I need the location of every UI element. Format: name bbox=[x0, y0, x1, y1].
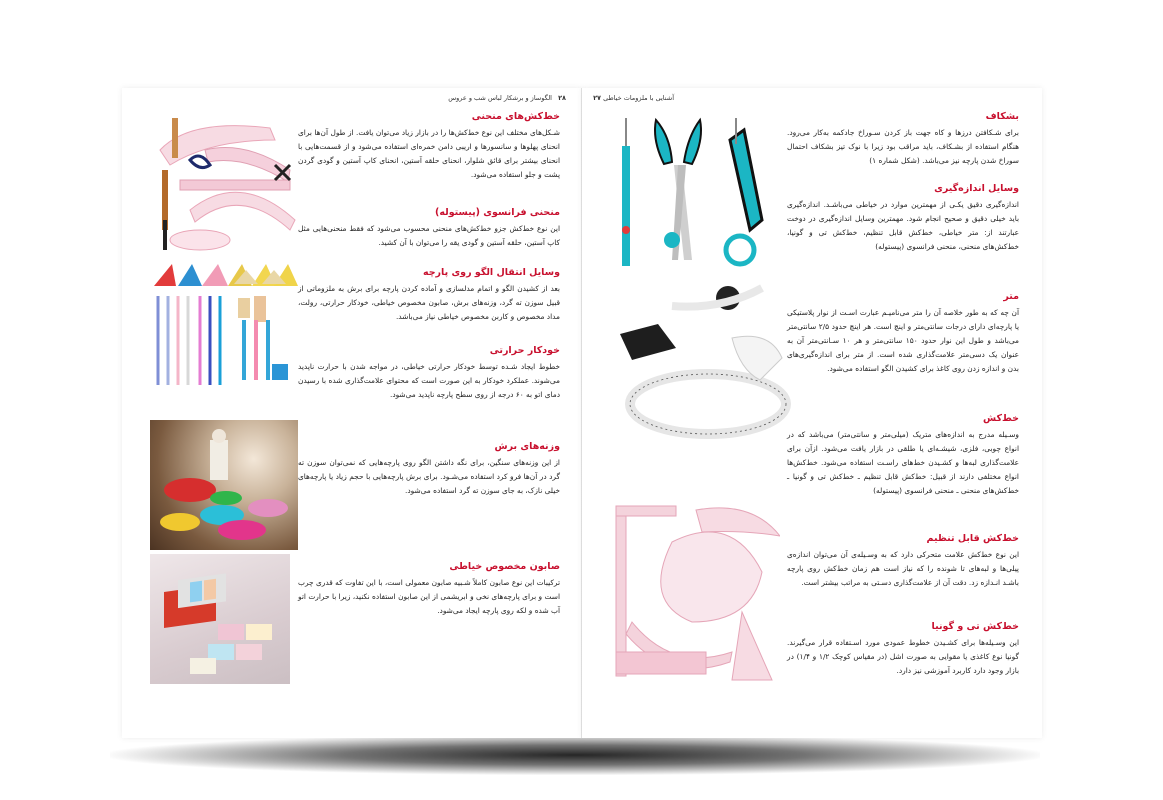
section-body: وسـیله مدرج به اندازه‌های متریک (میلی‌متر و سانتی‌متر) می‌باشد که در انواع چوبی، فلزی، شیشـه‌ای یا طلقی در بازار یافت می‌شود. ازآن برای علامت‌گذاری لبه‌ها و کشـیدن خط‌های راسـت استفاده می‌شود. خط‌کش‌ها انواع مختلفی دارند از قبیل: خط‌کش قابل تنظیم ـ خط‌کش تی و گونیا ـ خط‌کش‌های منحنی ـ منحنی فرانسوی (پیستوله) bbox=[787, 430, 1019, 495]
section-body: آن چه که به طور خلاصه آن را متر می‌نامیـم عبارت اسـت از نوار پلاستیکی یا پارچه‌ای دارای درجات سانتی‌متر و اینچ است. هر اینچ حدود ۲/۵ سانتی‌متر می‌باشد و طول این نوار حدود ۱۵۰ سانتی‌متر و هر ۱۰ سـانتی‌متر آن به عنوان یک دسی‌متر علامت‌گذاری شده است. از متر برای اندازه‌گیری‌های بدن و اندازه زدن روی کاغذ برای کشیدن الگو استفاده می‌شود. bbox=[787, 308, 1020, 373]
section-ruler bbox=[787, 412, 1019, 498]
section-body: اندازه‌گیری دقیق یکـی از مهمترین موارد در خیاطی می‌باشـد. اندازه‌گیری باید خیلی دقیق و صحیح انجام شود. مهمترین وسایل اندازه‌گیری در دوخت عبارتند از: متر خیاطی، خط‌کش قابل تنظیم، خط‌کش تی و گونیا، خط‌کش‌های منحنی، منحنی فرانسوی (پیستوله) bbox=[787, 200, 1019, 251]
book-shadow bbox=[110, 735, 1040, 775]
section-title: منحنی فرانسوی (پیستوله) bbox=[435, 207, 560, 218]
curve-ruler-icon bbox=[150, 110, 300, 260]
section-body: از این وزنه‌های سنگین، برای نگه داشتن الگو روی پارچه‌هایی که نمی‌توان سوزن ته گرد در آن‌ها فرو کرد استفاده می‌شـود. برای برش پارچه‌هایی با حجم زیاد یا پارچه‌های خیلی نازک، به جای سوزن ته گرد استفاده می‌شود. bbox=[298, 458, 560, 495]
section-transfer-tools bbox=[298, 266, 560, 324]
section-title: وزنه‌های برش bbox=[494, 441, 560, 452]
section-title: خط‌کش تی و گونیا bbox=[931, 621, 1019, 632]
section-title: خط‌کش‌های منحنی bbox=[471, 111, 560, 122]
section-body: خطوط ایجاد شـده توسط خودکار حرارتی خیاطی، در مواجه شدن با حرارت ناپدید می‌شوند. عملکرد خودکار به این صورت است که محتوای علامت‌گذاری شده با رسیدن دمای اتو به ۶۰ درجه از روی سطح پارچه ناپدید می‌شود. bbox=[298, 362, 560, 399]
curve-rulers-image bbox=[150, 110, 300, 260]
section-seam-ripper bbox=[787, 110, 1019, 168]
section-title: خودکار حرارتی bbox=[489, 345, 560, 356]
right-running-head bbox=[589, 94, 674, 102]
section-title: بشکاف bbox=[985, 111, 1019, 122]
section-title: صابون مخصوص خیاطی bbox=[449, 561, 560, 572]
section-french-curve bbox=[298, 206, 560, 250]
section-adjustable-ruler bbox=[787, 532, 1019, 590]
right-page-number: ۲۷ bbox=[593, 94, 602, 102]
left-running-title: الگوساز و برشکار لباس شب و عروس bbox=[448, 94, 552, 102]
section-body: شـکل‌های مختلف این نوع خط‌کش‌ها را در بازار زیاد می‌توان یافت. از طول آن‌ها برای انحنای پهلوها و سانسورها و اریبی دامن خمره‌ای استفاده می‌شود و از قسمت‌هایی با انحنای بیشتر برای قائق شلوار، انحنای حلقه آستین، انحنای کاپ آستین و گودی گردن پشت و جلو استفاده می‌شود. bbox=[298, 128, 560, 179]
section-curve-rulers bbox=[298, 110, 560, 182]
section-weights bbox=[298, 440, 560, 498]
tape-measure-image bbox=[612, 284, 798, 462]
chalk-and-pens-image bbox=[150, 260, 300, 408]
section-body: این نوع خط‌کش علامت متحرکی دارد که به وسـیله‌ی آن می‌توان اندازه‌ی پیلی‌ها و لبه‌های تا شونده را که نیاز است هم زمان خط‌کش روی پارچه باشـد انـدازه زد. دقت آن از علامت‌گذاری دسـتی به مراتب بیشتر است. bbox=[787, 550, 1019, 587]
scissors-icon bbox=[612, 110, 782, 280]
section-body: برای شـکافتن درزها و کاه جهت باز کردن سـوراخ جادکمه به‌کار می‌رود. هنگام استفاده از بشـکاف، باید مراقب بود زیرا با نوک تیز بشکاف احتمال سوراخ شدن پارچه نیز می‌باشد. (شکل شماره ۱) bbox=[787, 128, 1019, 165]
soap-photo bbox=[150, 554, 290, 684]
section-title: متر bbox=[1003, 291, 1019, 302]
tape-measure-icon bbox=[612, 284, 798, 462]
section-body: بعد از کشیدن الگو و اتمام مدلسازی و آماده کردن پارچه برای برش به ملزوماتی از قبیل سوزن ته گرد، وزنه‌های برش، صابون مخصوص خیاطی، خودکار حرارتی، رولت، مداد مخصوص و کاربن مخصوص خیاطی نیاز می‌باشد. bbox=[298, 284, 560, 321]
section-title: وسایل اندازه‌گیری bbox=[934, 183, 1019, 194]
weights-icon bbox=[150, 420, 298, 550]
french-curve-image bbox=[612, 502, 780, 684]
section-body: این نوع خط‌کش جزو خط‌کش‌های منحنی محسوب می‌شود که فقط منحنی‌هایی مثل کاپ آستین، حلقه آستین و گودی یقه را می‌توان با آن کشید. bbox=[298, 224, 560, 247]
chalk-icon bbox=[150, 260, 300, 408]
left-page-number: ۲۸ bbox=[558, 94, 566, 102]
section-heat-pen bbox=[298, 344, 560, 402]
section-body: ترکیبات این نوع صابون کاملاً شـبیه صابون معمولی است، با این تفاوت که قدری چرب است و برای پارچه‌های نخی و ابریشمی از این صابون استفاده نکنید، زیرا با حرارت اتو آب شده و لکه روی پارچه ایجاد می‌شود. bbox=[298, 578, 560, 615]
scissors-image bbox=[612, 110, 782, 280]
section-measuring-tools bbox=[787, 182, 1019, 254]
section-tape bbox=[787, 290, 1019, 376]
section-title: وسایل انتقال الگو روی پارچه bbox=[422, 267, 560, 278]
section-soap bbox=[298, 560, 560, 618]
right-running-title: آشنایی با ملزومات خیاطی bbox=[603, 94, 674, 102]
section-title: خط‌کش bbox=[983, 413, 1019, 424]
left-page bbox=[122, 88, 582, 738]
section-body: این وسـیله‌ها برای کشـیدن خطوط عمودی مورد اسـتفاده قرار می‌گیرند. گونیا نوع کاغذی یا مقوایی به صورت اشل (در مقیاس کوچک ۱/۲ و ۱/۴) در بازار وجود دارد کاربرد آموزشی نیز دارد. bbox=[787, 638, 1019, 675]
french-curve-icon bbox=[612, 502, 780, 684]
right-page bbox=[582, 88, 1042, 738]
weights-photo bbox=[150, 420, 298, 550]
section-title: خط‌کش قابل تنظیم bbox=[926, 533, 1019, 544]
section-t-square bbox=[787, 620, 1019, 678]
left-running-head bbox=[448, 94, 566, 102]
soap-icon bbox=[150, 554, 290, 684]
